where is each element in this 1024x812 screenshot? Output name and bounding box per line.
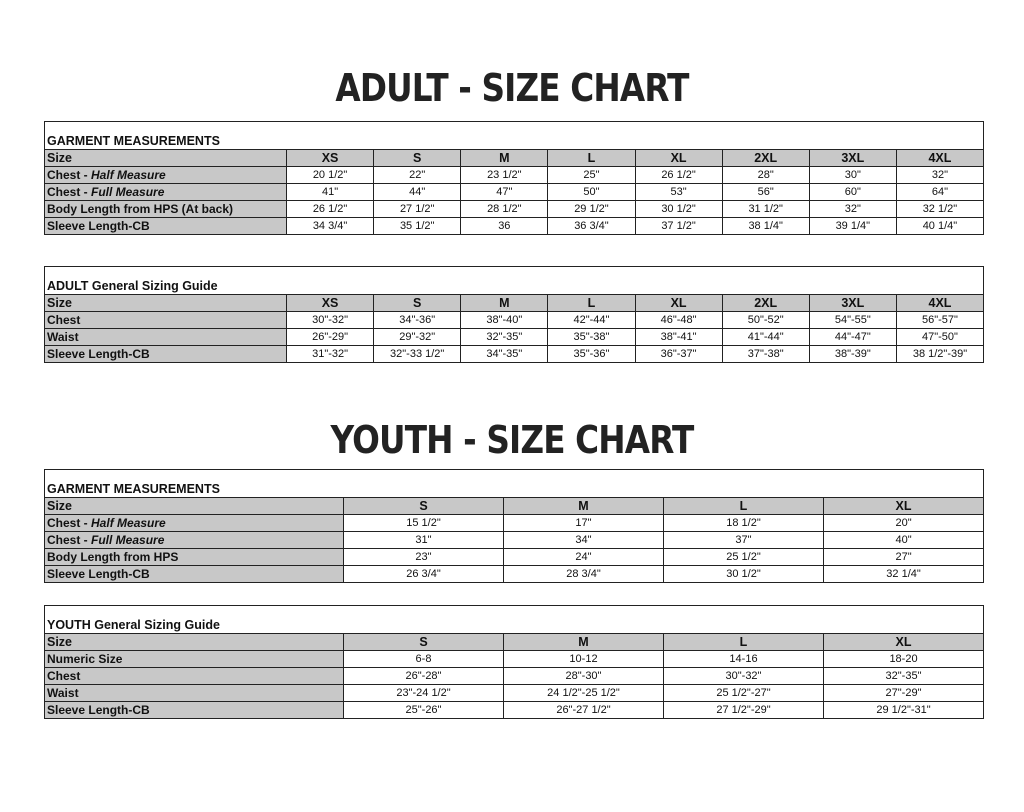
value-cell: 28"	[722, 167, 809, 184]
adult-general-sizing-guide-table	[44, 266, 984, 363]
value-cell: 50"-52"	[722, 312, 809, 329]
value-cell: 56"	[722, 184, 809, 201]
table-row	[45, 346, 984, 363]
table-header: GARMENT MEASUREMENTS	[45, 122, 984, 150]
value-cell: 27 1/2"	[374, 201, 461, 218]
row-label	[45, 515, 344, 532]
value-cell: 10-12	[504, 651, 664, 668]
size-cell: 4XL	[896, 150, 983, 167]
row-label	[45, 685, 344, 702]
size-cell: 2XL	[722, 295, 809, 312]
row-label	[45, 668, 344, 685]
size-label: Size	[45, 498, 344, 515]
row-label	[45, 346, 287, 363]
value-cell: 28 3/4"	[504, 566, 664, 583]
value-cell: 44"-47"	[809, 329, 896, 346]
value-cell: 17"	[504, 515, 664, 532]
value-cell: 34"-36"	[374, 312, 461, 329]
value-cell: 38"-41"	[635, 329, 722, 346]
value-cell: 26"-29"	[287, 329, 374, 346]
value-cell: 38 1/4"	[722, 218, 809, 235]
table-header: GARMENT MEASUREMENTS	[45, 470, 984, 498]
value-cell: 50"	[548, 184, 635, 201]
value-cell: 31"	[344, 532, 504, 549]
table-header-row	[45, 267, 984, 295]
value-cell: 32"	[809, 201, 896, 218]
table-row	[45, 312, 984, 329]
value-cell: 39 1/4"	[809, 218, 896, 235]
value-cell: 47"	[461, 184, 548, 201]
value-cell: 54"-55"	[809, 312, 896, 329]
value-cell: 14-16	[664, 651, 824, 668]
value-cell: 32"	[896, 167, 983, 184]
size-row	[45, 295, 984, 312]
size-cell: XL	[635, 150, 722, 167]
size-label: Size	[45, 295, 287, 312]
table-header: YOUTH General Sizing Guide	[45, 606, 984, 634]
value-cell: 34"-35"	[461, 346, 548, 363]
value-cell: 32"-35"	[461, 329, 548, 346]
value-cell: 32"-35"	[824, 668, 984, 685]
row-label-text: Numeric Size	[47, 652, 123, 666]
row-label	[45, 218, 287, 235]
size-cell: XL	[824, 634, 984, 651]
row-label-emphasis: Full Measure	[91, 533, 165, 547]
size-cell: M	[461, 295, 548, 312]
value-cell: 34"	[504, 532, 664, 549]
value-cell: 6-8	[344, 651, 504, 668]
value-cell: 41"	[287, 184, 374, 201]
table-header-row	[45, 470, 984, 498]
value-cell: 23"-24 1/2"	[344, 685, 504, 702]
value-cell: 37"	[664, 532, 824, 549]
value-cell: 29 1/2"-31"	[824, 702, 984, 719]
value-cell: 30"-32"	[664, 668, 824, 685]
row-label	[45, 184, 287, 201]
table-header: ADULT General Sizing Guide	[45, 267, 984, 295]
size-cell: M	[504, 634, 664, 651]
value-cell: 30 1/2"	[664, 566, 824, 583]
table-row	[45, 668, 984, 685]
table-row	[45, 167, 984, 184]
value-cell: 26"-27 1/2"	[504, 702, 664, 719]
table-header-row	[45, 122, 984, 150]
value-cell: 26 1/2"	[635, 167, 722, 184]
size-cell: M	[461, 150, 548, 167]
value-cell: 37"-38"	[722, 346, 809, 363]
value-cell: 25 1/2"-27"	[664, 685, 824, 702]
row-label	[45, 651, 344, 668]
table-row	[45, 201, 984, 218]
value-cell: 44"	[374, 184, 461, 201]
row-label-text: Sleeve Length-CB	[47, 567, 150, 581]
row-label	[45, 329, 287, 346]
row-label	[45, 532, 344, 549]
table-row	[45, 218, 984, 235]
size-cell: S	[344, 498, 504, 515]
value-cell: 26 1/2"	[287, 201, 374, 218]
table-row	[45, 651, 984, 668]
row-label-text: Sleeve Length-CB	[47, 347, 150, 361]
value-cell: 23"	[344, 549, 504, 566]
row-label	[45, 566, 344, 583]
value-cell: 32"-33 1/2"	[374, 346, 461, 363]
table-row	[45, 515, 984, 532]
value-cell: 27 1/2"-29"	[664, 702, 824, 719]
row-label	[45, 312, 287, 329]
youth-size-chart-title: YOUTH - SIZE CHART	[330, 418, 694, 462]
value-cell: 26"-28"	[344, 668, 504, 685]
size-row	[45, 150, 984, 167]
value-cell: 23 1/2"	[461, 167, 548, 184]
row-label-text: Body Length from HPS (At back)	[47, 202, 234, 216]
table-row	[45, 702, 984, 719]
value-cell: 18-20	[824, 651, 984, 668]
youth-garment-measurements-table	[44, 469, 984, 583]
row-label-text: Sleeve Length-CB	[47, 219, 150, 233]
value-cell: 35 1/2"	[374, 218, 461, 235]
size-label: Size	[45, 150, 287, 167]
value-cell: 35"-38"	[548, 329, 635, 346]
value-cell: 34 3/4"	[287, 218, 374, 235]
value-cell: 30"-32"	[287, 312, 374, 329]
row-label	[45, 702, 344, 719]
value-cell: 27"-29"	[824, 685, 984, 702]
value-cell: 25"-26"	[344, 702, 504, 719]
value-cell: 24"	[504, 549, 664, 566]
value-cell: 60"	[809, 184, 896, 201]
row-label-text: Sleeve Length-CB	[47, 703, 150, 717]
value-cell: 30 1/2"	[635, 201, 722, 218]
row-label-text: Chest	[47, 313, 81, 327]
size-cell: 3XL	[809, 295, 896, 312]
table-header-row	[45, 606, 984, 634]
size-cell: XS	[287, 295, 374, 312]
size-cell: 3XL	[809, 150, 896, 167]
value-cell: 40"	[824, 532, 984, 549]
value-cell: 18 1/2"	[664, 515, 824, 532]
value-cell: 35"-36"	[548, 346, 635, 363]
row-label-text: Chest -	[47, 185, 92, 199]
row-label-emphasis: Full Measure	[91, 185, 165, 199]
table-row	[45, 532, 984, 549]
size-cell: M	[504, 498, 664, 515]
size-cell: L	[664, 634, 824, 651]
value-cell: 47"-50"	[896, 329, 983, 346]
value-cell: 36	[461, 218, 548, 235]
table-row	[45, 329, 984, 346]
size-row	[45, 498, 984, 515]
value-cell: 37 1/2"	[635, 218, 722, 235]
value-cell: 36 3/4"	[548, 218, 635, 235]
size-cell: XS	[287, 150, 374, 167]
value-cell: 22"	[374, 167, 461, 184]
table-row	[45, 566, 984, 583]
row-label	[45, 167, 287, 184]
row-label-text: Waist	[47, 330, 79, 344]
size-cell: L	[548, 295, 635, 312]
table-row	[45, 184, 984, 201]
row-label-text: Chest -	[47, 533, 92, 547]
row-label-text: Chest -	[47, 516, 92, 530]
value-cell: 29"-32"	[374, 329, 461, 346]
row-label-emphasis: Half Measure	[91, 516, 166, 530]
value-cell: 31 1/2"	[722, 201, 809, 218]
value-cell: 15 1/2"	[344, 515, 504, 532]
value-cell: 42"-44"	[548, 312, 635, 329]
size-cell: L	[548, 150, 635, 167]
value-cell: 32 1/2"	[896, 201, 983, 218]
value-cell: 64"	[896, 184, 983, 201]
value-cell: 25 1/2"	[664, 549, 824, 566]
value-cell: 38"-40"	[461, 312, 548, 329]
value-cell: 53"	[635, 184, 722, 201]
table-row	[45, 685, 984, 702]
value-cell: 24 1/2"-25 1/2"	[504, 685, 664, 702]
row-label-emphasis: Half Measure	[91, 168, 166, 182]
value-cell: 27"	[824, 549, 984, 566]
value-cell: 28 1/2"	[461, 201, 548, 218]
value-cell: 25"	[548, 167, 635, 184]
row-label-text: Waist	[47, 686, 79, 700]
row-label-text: Chest	[47, 669, 81, 683]
row-label	[45, 549, 344, 566]
size-label: Size	[45, 634, 344, 651]
value-cell: 30"	[809, 167, 896, 184]
row-label-text: Chest -	[47, 168, 92, 182]
adult-garment-measurements-table	[44, 121, 984, 235]
value-cell: 56"-57"	[896, 312, 983, 329]
size-cell: 4XL	[896, 295, 983, 312]
row-label	[45, 201, 287, 218]
value-cell: 20 1/2"	[287, 167, 374, 184]
row-label-text: Body Length from HPS	[47, 550, 179, 564]
value-cell: 46"-48"	[635, 312, 722, 329]
value-cell: 31"-32"	[287, 346, 374, 363]
value-cell: 38"-39"	[809, 346, 896, 363]
value-cell: 29 1/2"	[548, 201, 635, 218]
size-row	[45, 634, 984, 651]
value-cell: 36"-37"	[635, 346, 722, 363]
youth-general-sizing-guide-table	[44, 605, 984, 719]
size-cell: XL	[824, 498, 984, 515]
adult-size-chart-title: ADULT - SIZE CHART	[335, 66, 689, 110]
size-cell: L	[664, 498, 824, 515]
size-cell: S	[374, 150, 461, 167]
value-cell: 26 3/4"	[344, 566, 504, 583]
value-cell: 41"-44"	[722, 329, 809, 346]
value-cell: 28"-30"	[504, 668, 664, 685]
size-cell: 2XL	[722, 150, 809, 167]
size-cell: S	[344, 634, 504, 651]
value-cell: 40 1/4"	[896, 218, 983, 235]
size-cell: XL	[635, 295, 722, 312]
value-cell: 20"	[824, 515, 984, 532]
size-cell: S	[374, 295, 461, 312]
value-cell: 38 1/2"-39"	[896, 346, 983, 363]
value-cell: 32 1/4"	[824, 566, 984, 583]
table-row	[45, 549, 984, 566]
